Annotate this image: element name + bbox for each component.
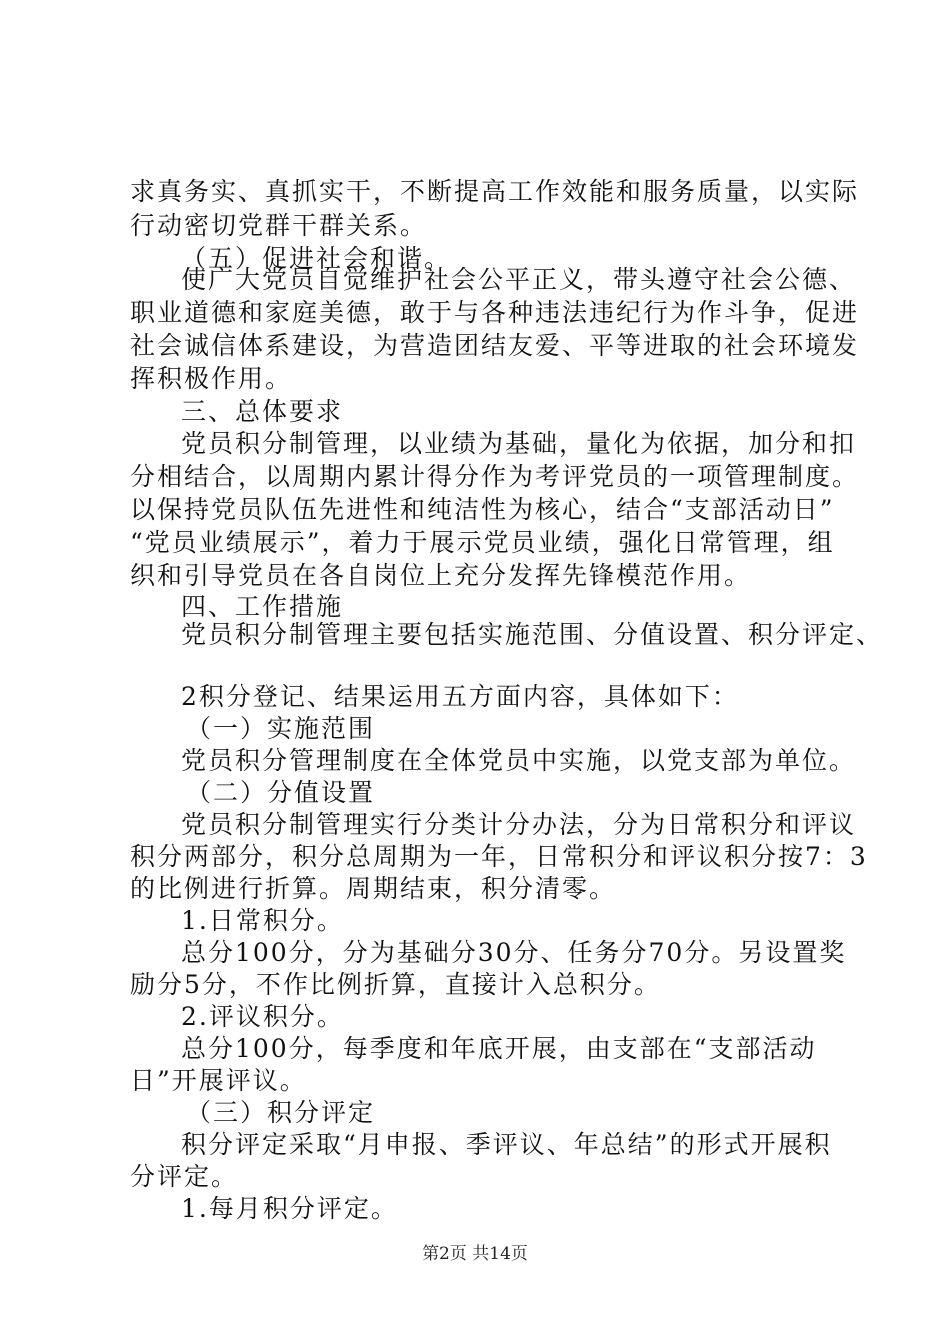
text-line: 分评定。 bbox=[130, 1162, 239, 1191]
text-line: 织和引导党员在各自岗位上充分发挥先锋模范作用。 bbox=[130, 561, 752, 590]
text-line: 党员积分管理制度在全体党员中实施，以党支部为单位。 bbox=[181, 746, 857, 775]
section-heading: （一）实施范围 bbox=[186, 714, 376, 743]
text-line: 分相结合，以周期内累计得分作为考评党员的一项管理制度。 bbox=[130, 462, 860, 491]
text-line: 党员积分制管理，以业绩为基础，量化为依据，加分和扣 bbox=[181, 429, 857, 458]
section-heading: 三、总体要求 bbox=[181, 397, 344, 426]
text-line: 2积分登记、结果运用五方面内容，具体如下： bbox=[181, 682, 739, 711]
text-line: 党员积分制管理实行分类计分办法，分为日常积分和评议 bbox=[181, 810, 857, 839]
page-footer: 第2页 共14页 bbox=[422, 1244, 528, 1264]
subsection-heading: 2.评议积分。 bbox=[181, 1002, 344, 1031]
text-line: 的比例进行折算。周期结束，积分清零。 bbox=[130, 874, 617, 903]
text-line: 积分评定采取“月申报、季评议、年总结”的形式开展积 bbox=[181, 1130, 832, 1159]
subsection-heading: 1.日常积分。 bbox=[181, 906, 344, 935]
text-line: 积分两部分，积分总周期为一年，日常积分和评议积分按7：3 bbox=[130, 842, 868, 871]
text-line: 党员积分制管理主要包括实施范围、分值设置、积分评定、 bbox=[181, 620, 884, 649]
text-line: 以保持党员队伍先进性和纯洁性为核心，结合“支部活动日” bbox=[130, 495, 835, 524]
text-line: 励分5分，不作比例折算，直接计入总积分。 bbox=[130, 970, 661, 999]
text-line: 行动密切党群干群关系。 bbox=[130, 211, 428, 240]
section-heading: （二）分值设置 bbox=[186, 778, 376, 807]
text-line: 使广大党员自觉维护社会公平正义，带头遵守社会公德、 bbox=[181, 265, 857, 294]
text-line: 总分100分，每季度和年底开展，由支部在“支部活动 bbox=[181, 1034, 817, 1063]
text-line: “党员业绩展示”，着力于展示党员业绩，强化日常管理，组 bbox=[130, 528, 835, 557]
section-heading: 四、工作措施 bbox=[181, 592, 344, 621]
text-line: 求真务实、真抓实干，不断提高工作效能和服务质量，以实际 bbox=[130, 177, 860, 206]
text-line: 社会诚信体系建设，为营造团结友爱、平等进取的社会环境发 bbox=[130, 331, 860, 360]
subsection-heading: 1.每月积分评定。 bbox=[181, 1194, 398, 1223]
section-heading: （五）促进社会和谐。 bbox=[181, 244, 452, 273]
text-line: 职业道德和家庭美德，敢于与各种违法违纪行为作斗争，促进 bbox=[130, 298, 860, 327]
text-line: 日”开展评议。 bbox=[130, 1066, 307, 1095]
text-line: 挥积极作用。 bbox=[130, 364, 293, 393]
section-heading: （三）积分评定 bbox=[186, 1098, 376, 1127]
text-line: 总分100分，分为基础分30分、任务分70分。另设置奖 bbox=[181, 938, 847, 967]
